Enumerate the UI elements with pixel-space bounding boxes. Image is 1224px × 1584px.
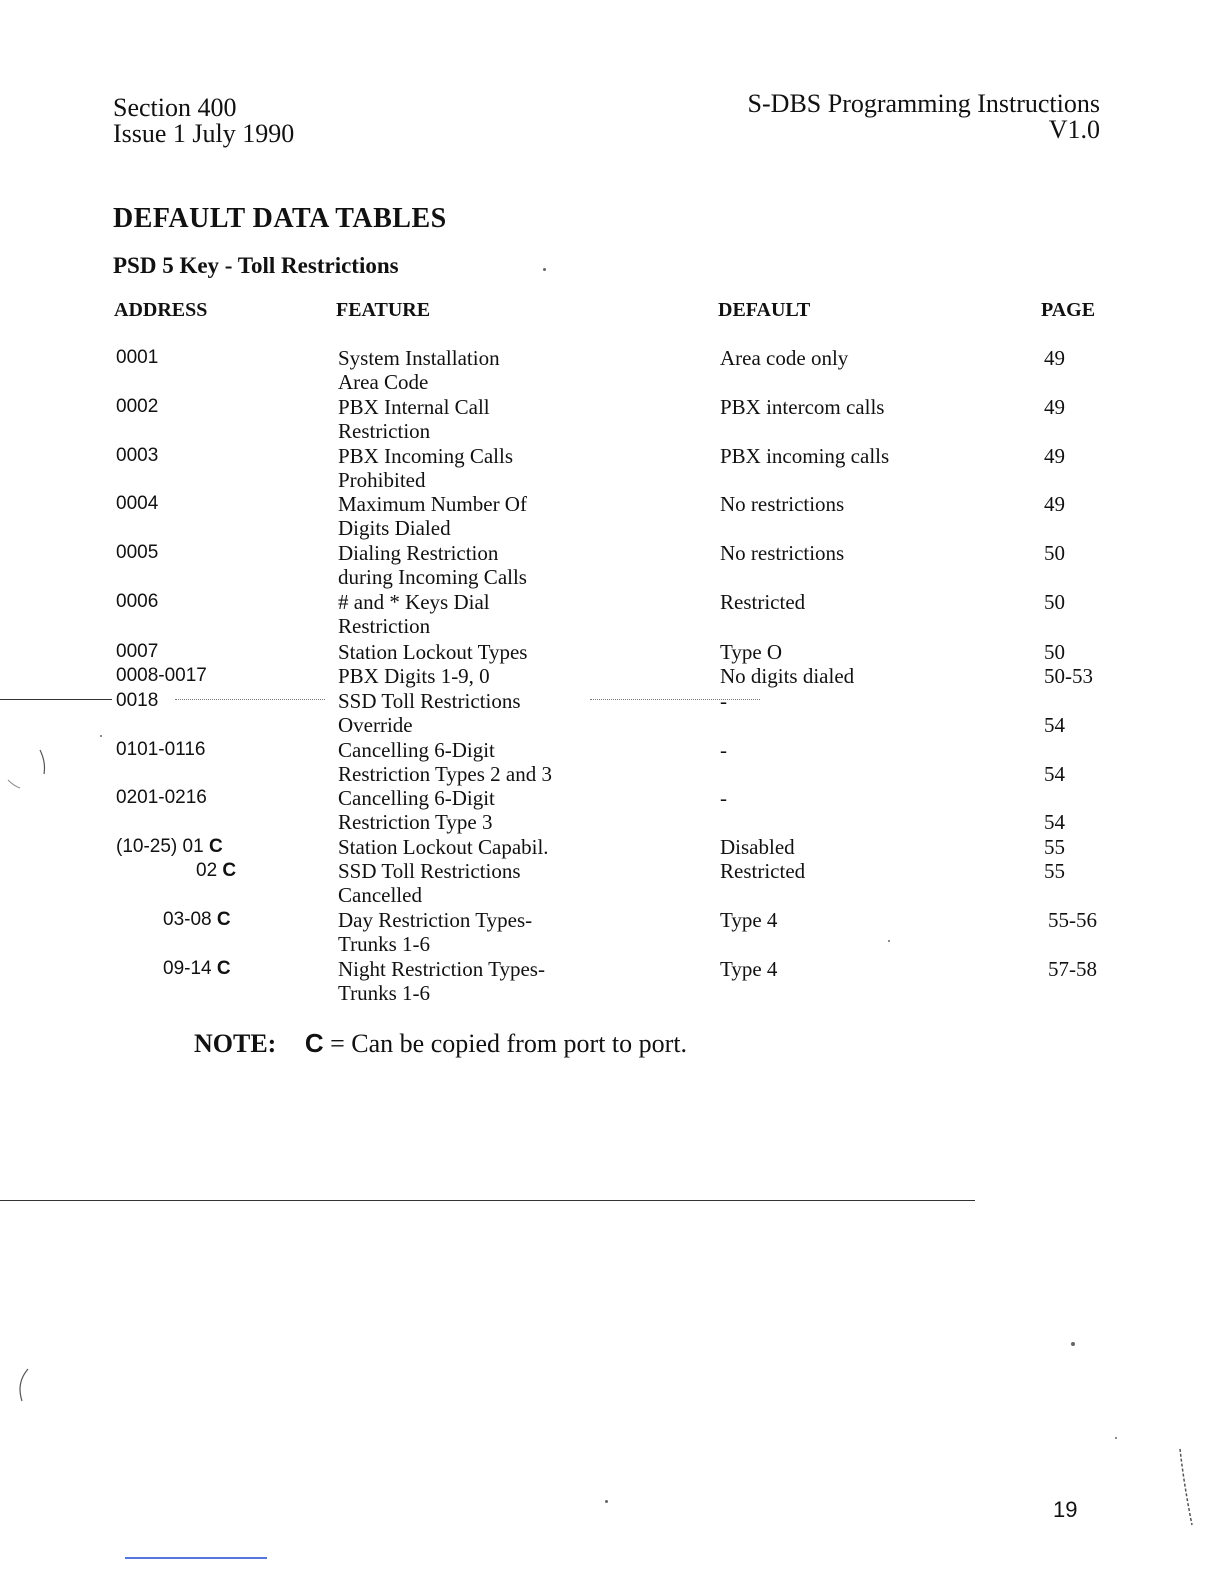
feature-line: Dialing Restriction bbox=[338, 541, 499, 565]
page-cell: 54 bbox=[1044, 810, 1065, 834]
feature-line: during Incoming Calls bbox=[338, 565, 527, 589]
feature-line: PBX Internal Call bbox=[338, 395, 490, 419]
doc-title: S-DBS Programming Instructions bbox=[747, 89, 1100, 118]
page-number: 19 bbox=[1053, 1497, 1078, 1522]
scan-speck bbox=[1115, 1437, 1117, 1439]
address-code: (10-25) 01 bbox=[116, 836, 204, 857]
address-cell bbox=[116, 835, 223, 859]
table-subtitle: PSD 5 Key - Toll Restrictions bbox=[113, 253, 399, 278]
feature-line: Prohibited bbox=[338, 468, 426, 492]
scan-speck bbox=[543, 268, 546, 271]
default-cell: - bbox=[720, 738, 727, 762]
section-label: Section 400 bbox=[113, 93, 237, 122]
issue-label: Issue 1 July 1990 bbox=[113, 119, 295, 148]
address-code: 03-08 bbox=[163, 909, 212, 930]
scan-line bbox=[175, 699, 325, 700]
feature-line: Trunks 1-6 bbox=[338, 981, 430, 1005]
footnote bbox=[194, 1028, 687, 1059]
default-cell: Area code only bbox=[720, 346, 849, 370]
column-header-default: DEFAULT bbox=[718, 299, 811, 321]
scan-line bbox=[590, 699, 760, 700]
header-left bbox=[113, 95, 294, 147]
feature-line: # and * Keys Dial bbox=[338, 590, 490, 614]
column-header-page: PAGE bbox=[1041, 299, 1096, 321]
feature-line: Restriction Type 3 bbox=[338, 810, 493, 834]
copy-flag: C bbox=[208, 836, 223, 857]
page-cell: 55 bbox=[1044, 859, 1065, 883]
feature-cell bbox=[338, 640, 698, 664]
feature-cell bbox=[338, 859, 698, 907]
page-cell: 49 bbox=[1044, 346, 1065, 370]
address-cell: 0003 bbox=[116, 445, 159, 466]
feature-line: Trunks 1-6 bbox=[338, 932, 430, 956]
feature-cell bbox=[338, 346, 698, 394]
default-cell: No restrictions bbox=[720, 492, 845, 516]
feature-cell bbox=[338, 590, 698, 638]
page-cell: 49 bbox=[1044, 492, 1065, 516]
page-cell: 55 bbox=[1044, 835, 1065, 859]
default-cell: - bbox=[720, 786, 727, 810]
default-cell: Type O bbox=[720, 640, 783, 664]
address-cell bbox=[163, 957, 231, 981]
page-cell: 50-53 bbox=[1044, 664, 1093, 688]
address-code: 02 bbox=[196, 860, 218, 881]
feature-line: Night Restriction Types- bbox=[338, 957, 545, 981]
note-text: = Can be copied from port to port. bbox=[330, 1029, 688, 1058]
feature-line: Cancelling 6-Digit bbox=[338, 786, 495, 810]
address-cell: 0001 bbox=[116, 347, 159, 368]
default-cell: PBX intercom calls bbox=[720, 395, 885, 419]
bottom-blue-line bbox=[125, 1557, 267, 1559]
scan-speck bbox=[1071, 1342, 1075, 1346]
address-cell bbox=[163, 908, 231, 932]
address-code: 09-14 bbox=[163, 958, 212, 979]
default-cell: Restricted bbox=[720, 859, 806, 883]
address-cell: 0005 bbox=[116, 542, 159, 563]
feature-cell bbox=[338, 689, 698, 737]
feature-line: PBX Digits 1-9, 0 bbox=[338, 664, 490, 688]
address-cell: 0002 bbox=[116, 396, 159, 417]
address-cell: 0006 bbox=[116, 591, 159, 612]
address-cell: 0008-0017 bbox=[116, 665, 207, 686]
page-cell: 49 bbox=[1044, 395, 1065, 419]
feature-cell bbox=[338, 492, 698, 540]
page-cell: 54 bbox=[1044, 713, 1065, 737]
feature-cell bbox=[338, 835, 698, 859]
feature-cell bbox=[338, 541, 698, 589]
copy-flag: C bbox=[222, 860, 237, 881]
default-cell: Type 4 bbox=[720, 957, 778, 981]
address-cell: 0018 bbox=[116, 690, 159, 711]
page-cell: 54 bbox=[1044, 762, 1065, 786]
page-cell: 55-56 bbox=[1048, 908, 1097, 932]
feature-cell bbox=[338, 786, 698, 834]
feature-cell bbox=[338, 738, 698, 786]
scan-speck bbox=[888, 940, 890, 942]
page-cell: 50 bbox=[1044, 590, 1065, 614]
default-cell: PBX incoming calls bbox=[720, 444, 890, 468]
feature-cell bbox=[338, 957, 698, 1005]
address-cell: 0007 bbox=[116, 641, 159, 662]
feature-cell bbox=[338, 395, 698, 443]
scan-speck bbox=[605, 1500, 608, 1503]
default-cell: Type 4 bbox=[720, 908, 778, 932]
feature-line: Area Code bbox=[338, 370, 429, 394]
page-cell: 50 bbox=[1044, 541, 1065, 565]
header-right bbox=[748, 91, 1100, 143]
feature-line: Station Lockout Types bbox=[338, 640, 528, 664]
feature-line: Digits Dialed bbox=[338, 516, 451, 540]
feature-line: Maximum Number Of bbox=[338, 492, 527, 516]
scan-mark-right bbox=[1170, 1445, 1210, 1545]
address-cell: 0201-0216 bbox=[116, 787, 207, 808]
scan-line bbox=[0, 699, 112, 700]
feature-line: Restriction bbox=[338, 419, 431, 443]
note-code: C bbox=[304, 1028, 324, 1058]
feature-line: Restriction Types 2 and 3 bbox=[338, 762, 552, 786]
scan-mark-left-lower bbox=[10, 1365, 40, 1415]
version-label: V1.0 bbox=[1048, 115, 1100, 144]
copy-flag: C bbox=[216, 909, 231, 930]
default-cell: Disabled bbox=[720, 835, 795, 859]
column-header-address: ADDRESS bbox=[114, 299, 208, 321]
feature-line: SSD Toll Restrictions bbox=[338, 689, 521, 713]
feature-line: Day Restriction Types- bbox=[338, 908, 533, 932]
feature-line: Cancelling 6-Digit bbox=[338, 738, 495, 762]
feature-line: System Installation bbox=[338, 346, 500, 370]
feature-line: Override bbox=[338, 713, 413, 737]
page-cell: 50 bbox=[1044, 640, 1065, 664]
horizontal-rule bbox=[0, 1200, 975, 1201]
default-cell: No restrictions bbox=[720, 541, 845, 565]
default-cell: No digits dialed bbox=[720, 664, 855, 688]
copy-flag: C bbox=[216, 958, 231, 979]
scan-mark-left bbox=[0, 740, 60, 800]
feature-line: PBX Incoming Calls bbox=[338, 444, 514, 468]
feature-line: SSD Toll Restrictions bbox=[338, 859, 521, 883]
address-cell bbox=[196, 859, 236, 883]
default-cell: - bbox=[720, 689, 727, 713]
feature-line: Station Lockout Capabil. bbox=[338, 835, 549, 859]
feature-cell bbox=[338, 664, 698, 688]
feature-cell bbox=[338, 908, 698, 956]
scan-speck bbox=[100, 735, 102, 737]
feature-line: Restriction bbox=[338, 614, 431, 638]
address-cell: 0004 bbox=[116, 493, 159, 514]
feature-cell bbox=[338, 444, 698, 492]
address-cell: 0101-0116 bbox=[116, 739, 206, 760]
page-cell: 49 bbox=[1044, 444, 1065, 468]
column-header-feature: FEATURE bbox=[336, 299, 431, 321]
default-cell: Restricted bbox=[720, 590, 806, 614]
note-label: NOTE: bbox=[194, 1029, 277, 1058]
page-title: DEFAULT DATA TABLES bbox=[113, 203, 447, 234]
feature-line: Cancelled bbox=[338, 883, 422, 907]
page-cell: 57-58 bbox=[1048, 957, 1097, 981]
